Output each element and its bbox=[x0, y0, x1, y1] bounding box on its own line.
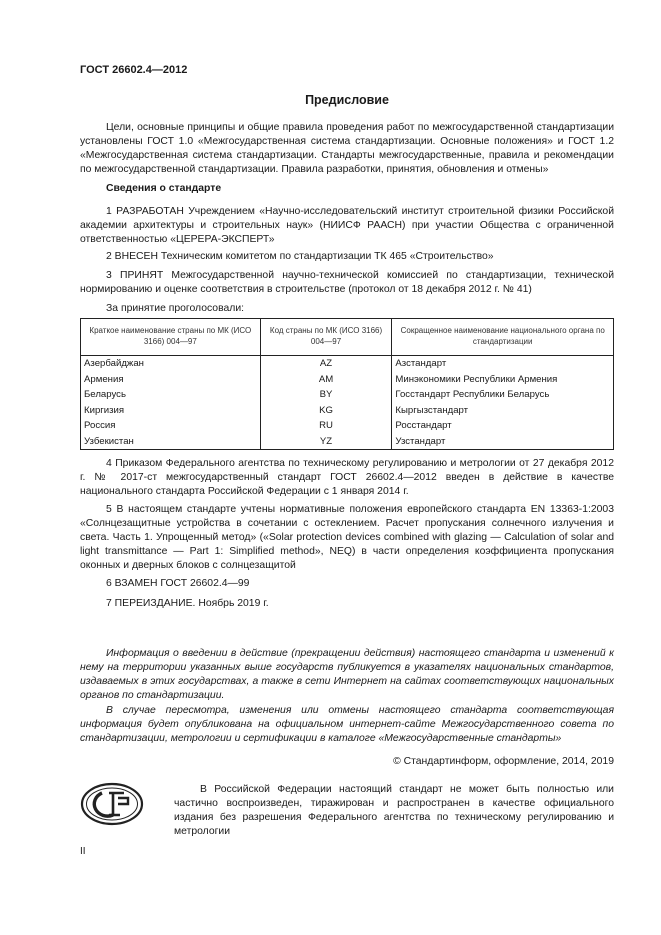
item-4: 4 Приказом Федерального агентства по техническому регулированию и метрологии от 27 декабря 2012 г. № 2017-ст межгосударственный стандарт ГОСТ 26602.4—2012 введен в действие в качестве национального стандарта Российской Федерации с 1 января 2014 г. bbox=[80, 458, 614, 498]
item-6: 6 ВЗАМЕН ГОСТ 26602.4—99 bbox=[106, 578, 250, 589]
rst-logo-icon bbox=[80, 782, 144, 826]
intro-paragraph: Цели, основные принципы и общие правила проведения работ по межгосударственной стандартизации установлены ГОСТ 1.0 «Межгосударственная система стандартизации. Основные положения» и ГОСТ 1.2 «Межгосударственная система стандартизации. Стандарты межгосударственные, правила и рекомендации по межгосударственной стандартизации. Правила разработки, принятия, обновления и отмены» bbox=[80, 122, 614, 176]
table-row bbox=[81, 434, 614, 450]
country-name: Узбекистан bbox=[81, 434, 261, 450]
country-name: Армения bbox=[81, 372, 261, 388]
country-code: AM bbox=[260, 372, 392, 388]
table-row bbox=[81, 418, 614, 434]
vote-label: За принятие проголосовали: bbox=[106, 303, 245, 314]
country-name: Киргизия bbox=[81, 403, 261, 419]
item-2: 2 ВНЕСЕН Техническим комитетом по стандартизации ТК 465 «Строительство» bbox=[106, 251, 494, 262]
page-number: II bbox=[80, 846, 86, 857]
table-header-row bbox=[81, 319, 614, 356]
country-code: KG bbox=[260, 403, 392, 419]
table-row bbox=[81, 372, 614, 388]
voting-table bbox=[80, 318, 614, 450]
info-heading: Сведения о стандарте bbox=[106, 183, 222, 194]
country-code: RU bbox=[260, 418, 392, 434]
country-name: Россия bbox=[81, 418, 261, 434]
logo-text bbox=[144, 782, 145, 783]
item-5: 5 В настоящем стандарте учтены нормативные положения европейского стандарта EN 13363-1:2003 «Солнцезащитные устройства в сочетании с остеклением. Расчет пропускания солнечного излучения и света. Часть 1. Упрощенный метод» («Solar protection devices combined with glazing — Calculation of solar and light transmittance — Part 1: Simplified method», NEQ) в части определения коэффициента пропускания оконных и дверных блоков с солнцезащитой bbox=[80, 504, 614, 572]
notice-paragraph-2: В случае пересмотра, изменения или отмены настоящего стандарта соответствующая информация будет опубликована на официальном интернет-сайте Межгосударственного совета по стандартизации, метрологии и сертификации в каталоге «Межгосударственные стандарты» bbox=[80, 705, 614, 745]
table-header-body: Сокращенное наименование национального органа по стандартизации bbox=[392, 319, 614, 356]
national-body: Минэкономики Республики Армения bbox=[392, 372, 614, 388]
table-row bbox=[81, 356, 614, 372]
rf-notice: В Российской Федерации настоящий стандарт не может быть полностью или частично воспроизведен, тиражирован и распространен в качестве официального издания без разрешения Федерального агентства по техническому регулированию и метрологии bbox=[174, 784, 614, 838]
table-row bbox=[81, 387, 614, 403]
item-7: 7 ПЕРЕИЗДАНИЕ. Ноябрь 2019 г. bbox=[106, 598, 269, 609]
page-title: Предисловие bbox=[305, 93, 389, 107]
national-body: Кыргызстандарт bbox=[392, 403, 614, 419]
national-body: Госстандарт Республики Беларусь bbox=[392, 387, 614, 403]
item-3: 3 ПРИНЯТ Межгосударственной научно-технической комиссией по стандартизации, технической нормированию и оценке соответствия в строительстве (протокол от 18 декабря 2012 г. № 41) bbox=[80, 270, 614, 296]
item-1: 1 РАЗРАБОТАН Учреждением «Научно-исследовательский институт строительной физики Российской академии архитектуры и строительных наук» (НИИСФ РААСН) при участии Общества с ограниченной ответственностью «ЦЕРЕРА-ЭКСПЕРТ» bbox=[80, 206, 614, 246]
country-name: Азербайджан bbox=[81, 356, 261, 372]
country-code: YZ bbox=[260, 434, 392, 450]
national-body: Азстандарт bbox=[392, 356, 614, 372]
copyright: © Стандартинформ, оформление, 2014, 2019 bbox=[393, 756, 614, 767]
national-body: Росстандарт bbox=[392, 418, 614, 434]
country-code: BY bbox=[260, 387, 392, 403]
country-name: Беларусь bbox=[81, 387, 261, 403]
table-header-code: Код страны по МК (ИСО 3166) 004—97 bbox=[260, 319, 392, 356]
standard-code: ГОСТ 26602.4—2012 bbox=[80, 64, 188, 76]
country-code: AZ bbox=[260, 356, 392, 372]
table-header-country: Краткое наименование страны по МК (ИСО 3166) 004—97 bbox=[81, 319, 261, 356]
notice-paragraph-1: Информация о введении в действие (прекращении действия) настоящего стандарта и изменений к нему на территории указанных выше государств публикуется в указателях национальных стандартов, издаваемых в этих государствах, а также в сети Интернет на сайтах соответствующих национальных органов по стандартизации. bbox=[80, 648, 614, 702]
national-body: Узстандарт bbox=[392, 434, 614, 450]
table-row bbox=[81, 403, 614, 419]
